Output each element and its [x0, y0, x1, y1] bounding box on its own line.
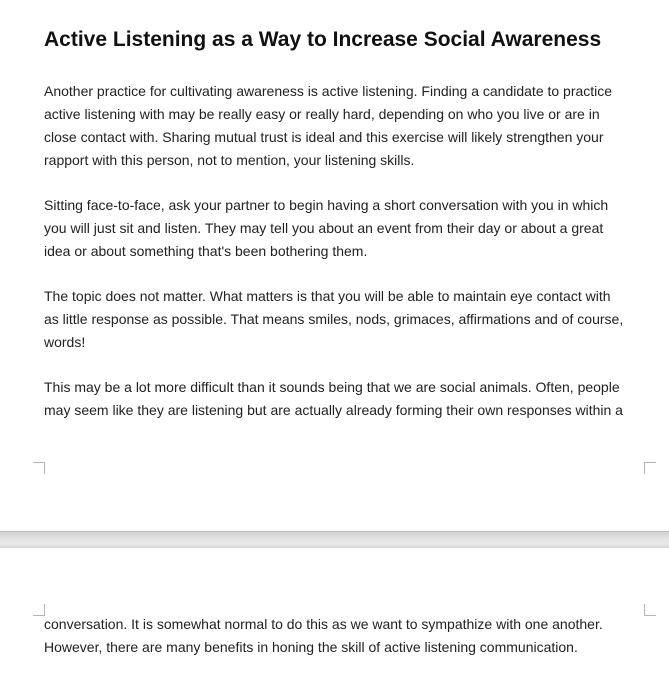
page-break-separator	[0, 531, 669, 548]
text-line: conversation. It is somewhat normal to do this as we want to sympathize with one another.	[44, 616, 603, 632]
paragraph[interactable]	[44, 194, 644, 263]
document-page-2[interactable]	[0, 548, 669, 680]
text-line: The topic does not matter. What matters is that you will be able to maintain eye contact with	[44, 288, 611, 304]
paragraph[interactable]	[44, 285, 644, 354]
text-line: you will just sit and listen. They may tell you about an event from their day or about a great	[44, 220, 604, 236]
document-heading: Active Listening as a Way to Increase Social Awareness	[44, 28, 602, 51]
paragraph[interactable]	[44, 80, 644, 172]
text-line: idea or about something that's been bothering them.	[44, 243, 368, 259]
paragraph[interactable]	[44, 613, 644, 659]
text-line: may seem like they are listening but are actually already forming their own responses within a	[44, 402, 623, 418]
text-line: Another practice for cultivating awareness is active listening. Finding a candidate to practice	[44, 83, 613, 99]
text-line: as little response as possible. That means smiles, nods, grimaces, affirmations and of course,	[44, 311, 624, 327]
text-line: words!	[44, 334, 86, 350]
page-corner-mark-top-right	[644, 604, 656, 616]
text-line: However, there are many benefits in honing the skill of active listening communication.	[44, 639, 578, 655]
text-line: Sitting face-to-face, ask your partner to begin having a short conversation with you in which	[44, 197, 609, 213]
page-corner-mark-bottom-right	[644, 462, 656, 474]
text-line: close contact with. Sharing mutual trust is ideal and this exercise will likely strengthen your	[44, 129, 604, 145]
page-corner-mark-bottom-left	[33, 462, 45, 474]
paragraph[interactable]	[44, 376, 644, 422]
text-line: active listening with may be really easy or really hard, depending on who you live or are in	[44, 106, 600, 122]
text-line: This may be a lot more difficult than it sounds being that we are social animals. Often, people	[44, 379, 620, 395]
text-line: rapport with this person, not to mention, your listening skills.	[44, 152, 415, 168]
